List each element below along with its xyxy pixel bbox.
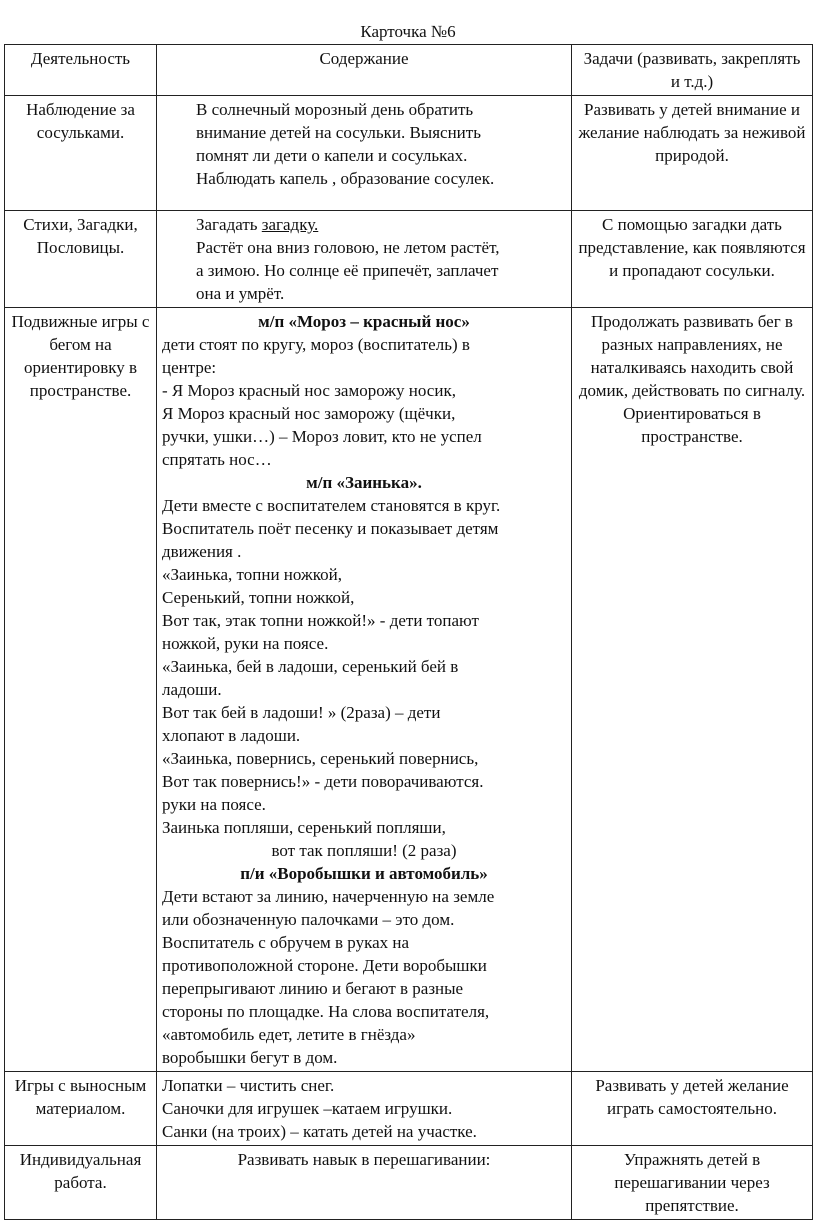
- tasks-cell: Развивать у детей желание играть самостоятельно.: [572, 1072, 813, 1146]
- content-line: «Заинька, топни ножкой,: [162, 565, 342, 584]
- content-line: дети стоят по кругу, мороз (воспитатель) в: [162, 335, 470, 354]
- content-line: - Я Мороз красный нос заморожу носик,: [162, 381, 456, 400]
- content-cell: [157, 308, 572, 1072]
- content-line: «Заинька, повернись, серенький повернись,: [162, 749, 479, 768]
- activity-cell: Наблюдение за сосульками.: [5, 96, 157, 211]
- header-tasks: Задачи (развивать, закреплять и т.д.): [572, 45, 813, 96]
- content-line: стороны по площадке. На слова воспитателя,: [162, 1002, 490, 1021]
- content-line: Наблюдать капель , образование сосулек.: [196, 169, 495, 188]
- header-activity: Деятельность: [5, 45, 157, 96]
- content-line: Заинька попляши, серенький попляши,: [162, 818, 446, 837]
- content-line: а зимою. Но солнце её припечёт, заплачет: [196, 261, 499, 280]
- riddle-lead: Загадать: [196, 215, 262, 234]
- content-line: противоположной стороне. Дети воробышки: [162, 956, 487, 975]
- content-line: спрятать нос…: [162, 450, 272, 469]
- content-cell: [157, 211, 572, 308]
- table-row: [5, 308, 813, 1072]
- content-line: В солнечный морозный день обратить: [196, 100, 474, 119]
- game-title: м/п «Мороз – красный нос»: [258, 312, 470, 331]
- activity-cell: Стихи, Загадки, Пословицы.: [5, 211, 157, 308]
- content-line: Дети встают за линию, начерченную на земле: [162, 887, 495, 906]
- content-line: Вот так повернись!» - дети поворачиваются.: [162, 772, 484, 791]
- content-cell: [157, 96, 572, 211]
- activity-cell: Подвижные игры с бегом на ориентировку в пространстве.: [5, 308, 157, 1072]
- content-line: [162, 213, 566, 236]
- content-line: руки на поясе.: [162, 795, 266, 814]
- content-line: Я Мороз красный нос заморожу (щёчки,: [162, 404, 456, 423]
- table-row: [5, 96, 813, 211]
- game-title: м/п «Заинька».: [306, 473, 422, 492]
- content-line: помнят ли дети о капели и сосульках.: [196, 146, 468, 165]
- content-line: Воспитатель с обручем в руках на: [162, 933, 410, 952]
- lesson-table: [4, 44, 813, 1220]
- activity-cell: Индивидуальная работа.: [5, 1146, 157, 1220]
- tasks-cell: С помощью загадки дать представление, как появляются и пропадают сосульки.: [572, 211, 813, 308]
- activity-cell: Игры с выносным материалом.: [5, 1072, 157, 1146]
- table-row: [5, 211, 813, 308]
- content-line: воробышки бегут в дом.: [162, 1048, 338, 1067]
- content-line: она и умрёт.: [196, 284, 285, 303]
- game-title: п/и «Воробышки и автомобиль»: [240, 864, 488, 883]
- content-line: центре:: [162, 358, 217, 377]
- header-row: [5, 45, 813, 96]
- content-line: Серенький, топни ножкой,: [162, 588, 355, 607]
- content-cell: Развивать навык в перешагивании:: [157, 1146, 572, 1220]
- content-line: перепрыгивают линию и бегают в разные: [162, 979, 464, 998]
- content-line: Воспитатель поёт песенку и показывает детям: [162, 519, 499, 538]
- content-line: движения .: [162, 542, 242, 561]
- content-line: Лопатки – чистить снег.: [162, 1076, 335, 1095]
- riddle-link[interactable]: загадку.: [261, 215, 319, 234]
- header-content: Содержание: [157, 45, 572, 96]
- content-line: Растёт она вниз головою, не летом растёт,: [196, 238, 500, 257]
- content-line: хлопают в ладоши.: [162, 726, 301, 745]
- content-cell: [157, 1072, 572, 1146]
- content-line: ножкой, руки на поясе.: [162, 634, 329, 653]
- content-line: или обозначенную палочками – это дом.: [162, 910, 455, 929]
- content-line: внимание детей на сосульки. Выяснить: [196, 123, 481, 142]
- content-line: «автомобиль едет, летите в гнёзда»: [162, 1025, 416, 1044]
- content-line: Вот так, этак топни ножкой!» - дети топают: [162, 611, 479, 630]
- table-row: [5, 1072, 813, 1146]
- tasks-cell: Развивать у детей внимание и желание наблюдать за неживой природой.: [572, 96, 813, 211]
- content-line: Вот так бей в ладоши! » (2раза) – дети: [162, 703, 441, 722]
- content-line: вот так попляши! (2 раза): [271, 841, 457, 860]
- table-row: [5, 1146, 813, 1220]
- content-line: «Заинька, бей в ладоши, серенький бей в: [162, 657, 459, 676]
- content-line: Санки (на троих) – катать детей на участке.: [162, 1122, 477, 1141]
- tasks-cell: Продолжать развивать бег в разных направлениях, не наталкиваясь находить свой домик, действовать по сигналу. Ориентироваться в пространстве.: [572, 308, 813, 1072]
- content-line: ручки, ушки…) – Мороз ловит, кто не успел: [162, 427, 482, 446]
- tasks-cell: Упражнять детей в перешагивании через препятствие.: [572, 1146, 813, 1220]
- content-line: Дети вместе с воспитателем становятся в круг.: [162, 496, 501, 515]
- card-title: Карточка №6: [360, 22, 456, 41]
- content-line: Саночки для игрушек –катаем игрушки.: [162, 1099, 453, 1118]
- content-line: ладоши.: [162, 680, 222, 699]
